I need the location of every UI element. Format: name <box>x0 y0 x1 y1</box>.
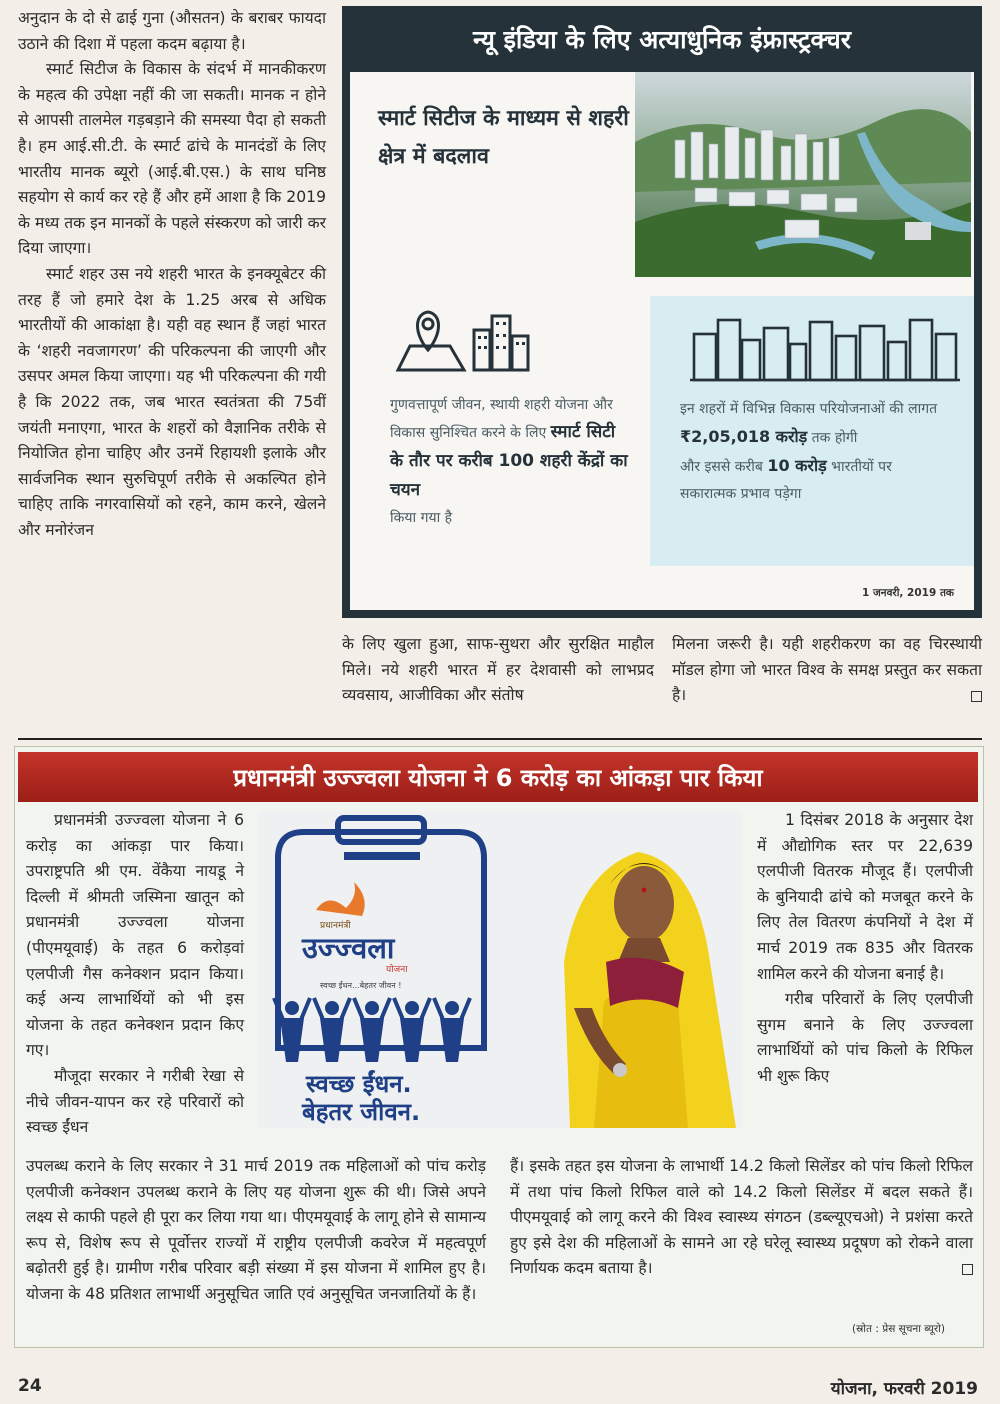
logo-top-text: प्रधानमंत्री <box>320 921 351 931</box>
logo-slogan-line2: बेहतर जीवन. <box>302 1098 421 1126</box>
magazine-issue: योजना, फरवरी 2019 <box>830 1379 978 1399</box>
smart-city-aerial-image <box>635 72 971 277</box>
stat-text: भारतीयों पर सकारात्मक प्रभाव पड़ेगा <box>680 459 892 502</box>
top-middle-column <box>342 632 654 709</box>
top-right-column <box>672 632 982 709</box>
ujjwala-banner-title: प्रधानमंत्री उज्ज्वला योजना ने 6 करोड़ का आंकड़ा पार किया <box>18 752 978 802</box>
paragraph: अनुदान के दो से ढाई गुना (औसतन) के बराबर फायदा उठाने की दिशा में पहला कदम बढ़ाया है। <box>18 9 326 53</box>
stat-text: इन शहरों में विभिन्न विकास परियोजनाओं की लागत <box>680 401 938 417</box>
ujjwala-bottom-left-column <box>26 1154 486 1308</box>
logo-tagline: स्वच्छ ईंधन...बेहतर जीवन ! <box>320 981 402 990</box>
paragraph: प्रधानमंत्री उज्ज्वला योजना ने 6 करोड़ का आंकड़ा पार किया। उपराष्ट्रपति श्री एम. वेंकैया नायडू ने दिल्ली में श्रीमती जस्मिना खातून को प्रधानमंत्री उज्ज्वला योजना (पीएमयूवाई) के तहत 6 करोड़वां एलपीजी गैस कनेक्शन प्रदान किया। कई अन्य लाभार्थियों को भी इस योजना के तहत कनेक्शन प्रदान किए गए। <box>26 811 244 1060</box>
paragraph: के लिए खुला हुआ, साफ-सुथरा और सुरक्षित माहौल मिले। नये शहरी भारत में हर देशवासी को लाभप्रद व्यवसाय, आजीविका और संतोष <box>342 635 654 705</box>
source-note: (स्रोत : प्रेस सूचना ब्यूरो) <box>852 1323 945 1335</box>
paragraph-text: मिलना जरूरी है। यही शहरीकरण का वह चिरस्थायी मॉडल होगा जो भारत विश्व के समक्ष प्रस्तुत कर सकता है। <box>672 635 982 705</box>
infra-header: न्यू इंडिया के लिए अत्याधुनिक इंफ्रास्ट्रक्चर <box>473 25 851 54</box>
infrastructure-box <box>342 6 982 618</box>
stat-text: तक होगी <box>811 430 858 446</box>
stat-highlight: स्मार्ट सिटी के तौर पर करीब 100 शहरी केंद्रों का चयन <box>390 422 628 500</box>
paragraph <box>672 632 982 709</box>
infra-inner-panel <box>350 72 974 610</box>
cost-amount: ₹2,05,018 करोड़ <box>680 427 808 446</box>
end-mark-icon <box>971 691 982 702</box>
paragraph <box>510 1154 973 1282</box>
project-cost-box <box>650 296 974 566</box>
logo-main-text: उज्ज्वला <box>302 931 395 965</box>
paragraph: 1 दिसंबर 2018 के अनुसार देश में औद्योगिक स्तर पर 22,639 एलपीजी वितरक मौजूद हैं। एलपीजी के बुनियादी ढांचे को मजबूत करने के लिए तेल वितरण कंपनियों ने देश में मार्च 2019 तक 835 और वितरक शामिल करने की योजना बनाई है। <box>757 811 973 983</box>
paragraph: मौजूदा सरकार ने गरीबी रेखा से नीचे जीवन-यापन कर रहे परिवारों को स्वच्छ ईंधन <box>26 1066 244 1137</box>
data-date-note: 1 जनवरी, 2019 तक <box>861 587 954 599</box>
ujjwala-illustration <box>258 812 742 1128</box>
logo-sub-text: योजना <box>386 965 408 975</box>
smart-cities-heading: स्मार्ट सिटीज के माध्यम से शहरी क्षेत्र में बदलाव <box>378 106 629 169</box>
paragraph: स्मार्ट सिटीज के विकास के संदर्भ में मानकीकरण के महत्व की उपेक्षा नहीं की जा सकती। मानक न होने से आपसी तालमेल गड़बड़ाने की समस्या पैदा हो सकती है। हम आई.सी.टी. के स्मार्ट ढांचे के मानदंडों के लिए भारतीय मानक ब्यूरो (आई.बी.एस.) के साथ घनिष्ठ सहयोग से कार्य कर रहे हैं और हमें आशा है कि 2019 के मध्य तक इन मानकों के पहले संस्करण को जारी कर दिया जाएगा। <box>18 60 326 258</box>
smart-city-selection-stat <box>390 392 630 531</box>
ujjwala-left-column <box>26 808 244 1141</box>
city-buildings-icon <box>690 314 960 382</box>
location-buildings-icon <box>388 308 538 378</box>
stat-text: किया गया है <box>390 510 453 526</box>
page-number: 24 <box>18 1376 42 1396</box>
top-left-column <box>18 6 326 543</box>
paragraph-text: हैं। इसके तहत इस योजना के लाभार्थी 14.2 किलो सिलेंडर को पांच किलो रिफिल में तथा पांच किलो रिफिल वाले को 14.2 किलो सिलेंडर में बदल सकते हैं। पीएमयूवाई को लागू करने की विश्व स्वास्थ्य संगठन (डब्ल्यूएचओ) ने प्रशंसा करते हुए इसे देश की महिलाओं के सामने आ रहे घरेलू स्वास्थ्य प्रदूषण को रोकने वाला निर्णायक कदम बताया है। <box>510 1157 973 1278</box>
logo-slogan-line1: स्वच्छ ईंधन. <box>306 1070 412 1098</box>
ujjwala-logo-woman-image <box>258 812 742 1128</box>
project-cost-stat <box>680 396 950 508</box>
section-divider <box>18 738 982 740</box>
stat-text: और इससे करीब <box>680 459 763 475</box>
paragraph: उपलब्ध कराने के लिए सरकार ने 31 मार्च 2019 तक महिलाओं को पांच करोड़ एलपीजी कनेक्शन उपलब्ध कराने के लिए यह योजना शुरू की थी। जिसे अपने लक्ष्य से काफी पहले ही पूरा कर लिया गया था। पीएमयूवाई के लागू होने से सामान्य रूप से, विशेष रूप से पूर्वोत्तर राज्यों में राष्ट्रीय एलपीजी कवरेज में महत्वपूर्ण बढ़ोतरी हुई है। ग्रामीण गरीब परिवार बड़ी संख्या में इस योजना में शामिल हुए है। योजना के 48 प्रतिशत लाभार्थी अनुसूचित जाति एवं अनुसूचित जनजातियों के हैं। <box>26 1157 486 1303</box>
paragraph: गरीब परिवारों के लिए एलपीजी सुगम बनाने के लिए उज्ज्वला लाभार्थियों को पांच किलो के रिफिल भी शुरू किए <box>757 990 973 1085</box>
paragraph: स्मार्ट शहर उस नये शहरी भारत के इनक्यूबेटर की तरह हैं जो हमारे देश के 1.25 अरब से अधिक भारतीयों की आकांक्षा है। यही वह स्थान हैं जहां भारत के ‘शहरी नवजागरण’ की परिकल्पना की जाएगी और उसपर अमल किया जाएगा। यह भी परिकल्पना की गयी है कि 2022 तक, जब भारत स्वतंत्रता की 75वीं जयंती मनाएगा, भारत के शहरों को वैज्ञानिक तरीके से नियोजित होना चाहिए और उनमें रिहायशी इलाके और सार्वजनिक स्थान सुरुचिपूर्ण तरीके से अकल्पित होने चाहिए ताकि नगरवासियों को रहने, काम करने, खेलने और मनोरंजन <box>18 264 326 539</box>
stat-text: गुणवत्तापूर्ण जीवन, स्थायी शहरी योजना और विकास सुनिश्चित करने के लिए <box>390 397 613 441</box>
ujjwala-bottom-right-column <box>510 1154 973 1282</box>
end-mark-icon <box>962 1264 973 1275</box>
ujjwala-right-column <box>757 808 973 1090</box>
impact-count: 10 करोड़ <box>767 456 827 475</box>
